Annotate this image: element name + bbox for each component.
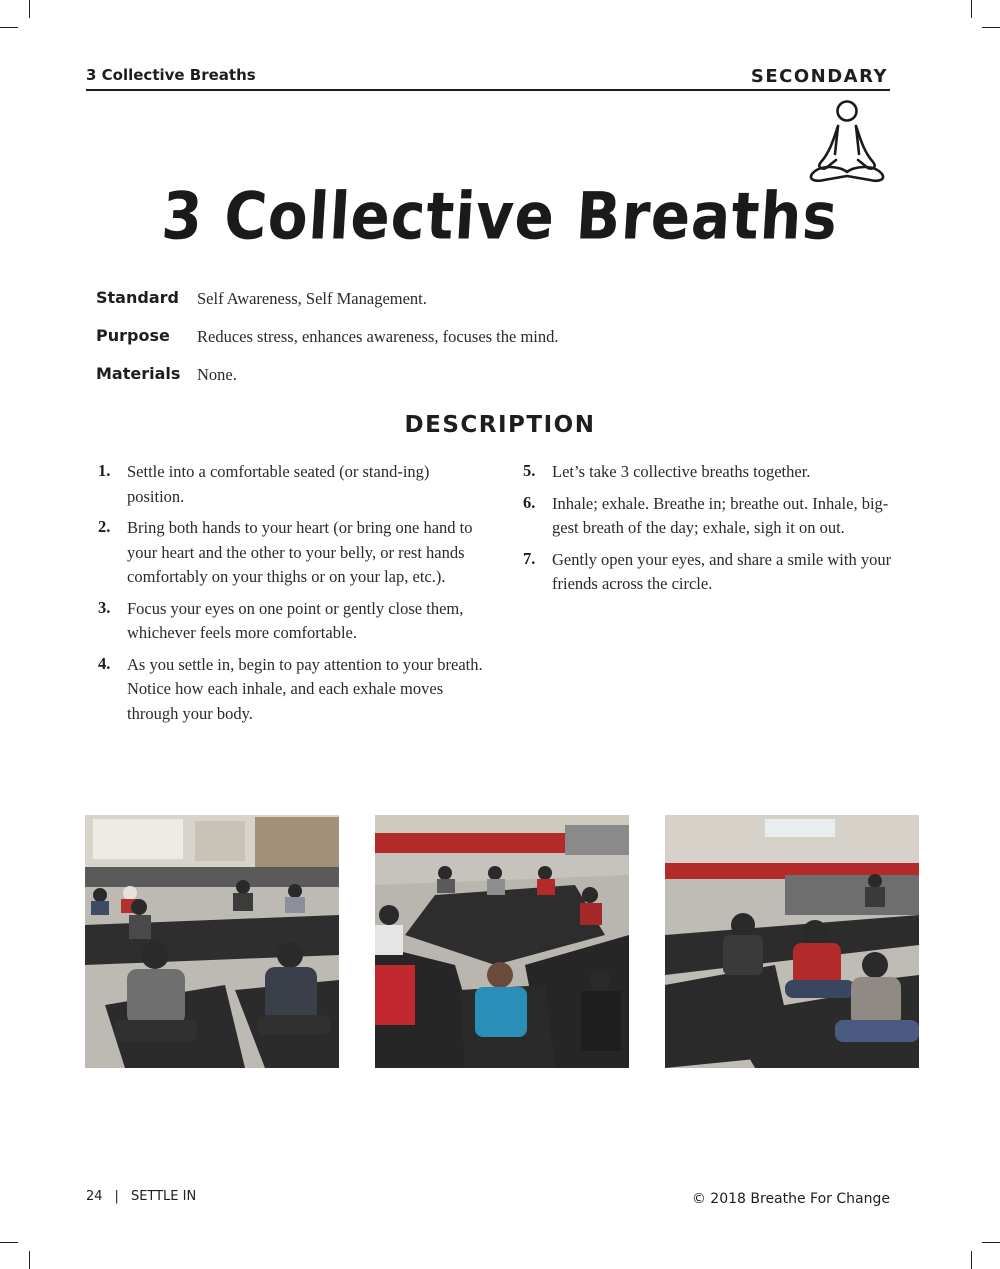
- classroom-photo-2: [375, 815, 629, 1068]
- page-number: 24: [86, 1189, 103, 1204]
- list-item: [523, 460, 908, 485]
- crop-mark: [971, 0, 972, 18]
- classroom-photo-3: [665, 815, 919, 1068]
- crop-mark: [982, 27, 1000, 28]
- step-text: As you settle in, begin to pay attention to your breath. Notice how each inhale, and each exhale moves through your body.: [127, 654, 483, 723]
- step-text: Let’s take 3 collective breaths together.: [552, 462, 811, 481]
- footer-separator: |: [114, 1189, 119, 1204]
- step-text: Focus your eyes on one point or gently close them, whichever feels more comfortable.: [127, 598, 464, 642]
- materials-label: Materials: [96, 364, 181, 383]
- step-number: 7.: [523, 548, 536, 568]
- description-heading: DESCRIPTION: [404, 412, 596, 438]
- step-text: Gently open your eyes, and share a smile with your friends across the circle.: [552, 549, 892, 593]
- purpose-value: Reduces stress, enhances awareness, focuses the mind.: [197, 327, 559, 346]
- step-text: Inhale; exhale. Breathe in; breathe out. Inhale, big-gest breath of the day; exhale, sigh it on out.: [552, 493, 889, 537]
- crop-mark: [971, 1251, 972, 1269]
- standard-value: Self Awareness, Self Management.: [197, 289, 427, 308]
- page-footer-left: [86, 1189, 196, 1204]
- step-number: 1.: [98, 461, 111, 480]
- section-name: SETTLE IN: [130, 1189, 197, 1204]
- step-text: Settle into a comfortable seated (or stand-ing) position.: [127, 462, 430, 506]
- list-item: [523, 548, 908, 597]
- steps-list-left: [98, 460, 483, 733]
- crop-mark: [0, 1242, 18, 1243]
- list-item: [98, 516, 483, 590]
- header-rule: [86, 89, 890, 91]
- list-item: [98, 653, 483, 727]
- step-number: 2.: [98, 517, 111, 536]
- purpose-label: Purpose: [96, 326, 170, 345]
- crop-mark: [29, 0, 30, 18]
- level-label: SECONDARY: [750, 66, 888, 87]
- step-number: 4.: [98, 653, 111, 673]
- step-number: 3.: [98, 597, 111, 617]
- list-item: [523, 492, 908, 541]
- classroom-photo-1: [85, 815, 339, 1068]
- standard-label: Standard: [96, 288, 179, 307]
- page-title: 3 Collective Breaths: [159, 177, 841, 255]
- crop-mark: [982, 1242, 1000, 1243]
- running-header-title: 3 Collective Breaths: [86, 66, 256, 84]
- steps-list-right: [523, 460, 908, 604]
- materials-value: None.: [197, 365, 237, 384]
- list-item: [98, 597, 483, 646]
- step-number: 6.: [523, 492, 536, 512]
- step-number: 5.: [523, 461, 536, 480]
- copyright-text: © 2018 Breathe For Change: [691, 1191, 890, 1207]
- crop-mark: [29, 1251, 30, 1269]
- list-item: [98, 460, 483, 509]
- step-text: Bring both hands to your heart (or bring one hand to your heart and the other to your belly, or rest hands comfortably on your thighs or on your lap, etc.).: [127, 518, 473, 586]
- crop-mark: [0, 27, 18, 28]
- meditation-pose-icon: [804, 98, 890, 188]
